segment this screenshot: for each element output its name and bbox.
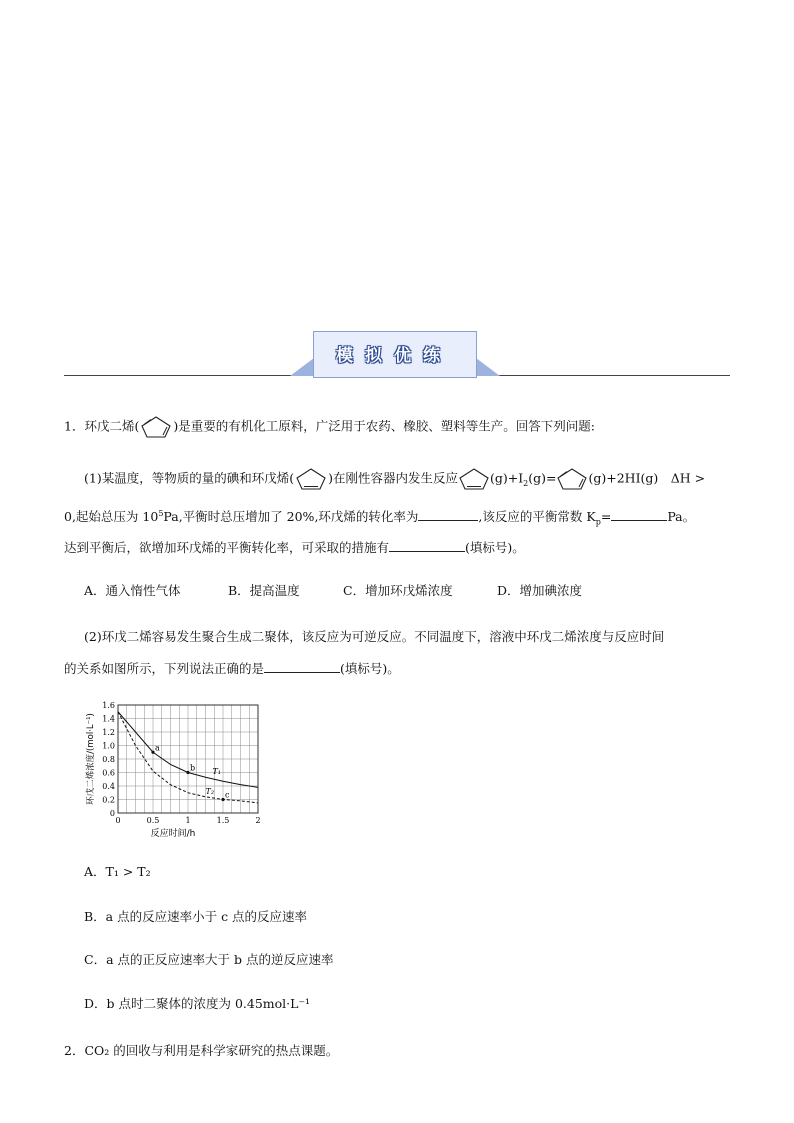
- cyclopentadiene-structure-icon: [556, 467, 588, 491]
- y-axis-label: 环戊二烯浓度/(mol·L⁻¹): [86, 713, 96, 805]
- y-tick-label: 0.6: [102, 768, 115, 778]
- x-axis-label: 反应时间/h: [150, 829, 196, 838]
- y-tick-label: 1.6: [102, 701, 115, 710]
- answer-blank-conversion[interactable]: [418, 508, 478, 521]
- series-label-t2: T₂: [205, 786, 215, 796]
- part-1-line-3: 达到平衡后，欲增加环戊烯的平衡转化率，可采取的措施有 (填标号)。: [64, 540, 525, 555]
- series-label-t1: T₁: [212, 766, 222, 776]
- part-1-line-2: 0,起始总压为 $10^5Pa$,平衡时总压增加了 20%,环戊烯的转化率为 ,该反应的平衡常数 $K_p= Pa$。: [64, 508, 696, 527]
- question-number: 1．: [64, 418, 85, 434]
- answer-blank-measures[interactable]: [389, 539, 465, 552]
- option-2c[interactable]: C．a 点的正反应速率大于 b 点的逆反应速率: [84, 952, 334, 967]
- option-2a[interactable]: A．T₁ > T₂: [84, 864, 151, 879]
- cyclopentene-structure-icon: [458, 467, 490, 491]
- part-2-line-1: (2)环戊二烯容易发生聚合生成二聚体，该反应为可逆反应。不同温度下，溶液中环戊二烯浓度与反应时间: [84, 629, 665, 644]
- x-tick-label: 2: [255, 816, 261, 825]
- y-tick-label: 1.2: [102, 728, 115, 737]
- part-1-line-1: (1)某温度，等物质的量的碘和环戊烯( )在刚性容器内发生反应 $(g)+I_2(g)= (g)+2HI(g)$ ΔH >: [84, 467, 705, 491]
- y-tick-label: 0: [109, 809, 115, 818]
- cyclopentadiene-structure-icon: [139, 415, 173, 439]
- option-1b[interactable]: B．提高温度: [228, 583, 300, 598]
- y-tick-label: 0.2: [102, 795, 115, 805]
- y-tick-label: 1.0: [102, 741, 115, 751]
- question-1-intro: 1．环戊二烯( )是重要的有机化工原料，广泛用于农药、橡胶、塑料等生产。回答下列问题:: [64, 415, 595, 439]
- answer-blank-correct[interactable]: [264, 660, 340, 673]
- y-tick-label: 0.8: [102, 755, 115, 764]
- x-tick-label: 0: [115, 816, 121, 825]
- x-tick-label: 1: [185, 816, 191, 825]
- answer-blank-kp[interactable]: [611, 508, 667, 521]
- x-tick-label: 1.5: [216, 816, 230, 825]
- section-title: 模拟优练: [336, 346, 452, 366]
- concentration-time-chart: [80, 698, 270, 838]
- option-2d[interactable]: D．b 点时二聚体的浓度为 0.45mol·L⁻¹: [84, 996, 311, 1011]
- question-2-text: 2．CO₂ 的回收与利用是科学家研究的热点课题。: [64, 1043, 339, 1058]
- y-tick-label: 0.4: [102, 782, 115, 791]
- option-1c[interactable]: C．增加环戊烯浓度: [343, 583, 453, 598]
- data-point-label-a: a: [155, 743, 160, 753]
- option-1a[interactable]: A．通入惰性气体: [84, 583, 181, 598]
- data-point-label-b: b: [190, 763, 196, 773]
- option-1d[interactable]: D．增加碘浓度: [497, 583, 583, 598]
- x-tick-label: 0.5: [146, 816, 160, 825]
- data-point-label-c: c: [225, 790, 230, 800]
- part-2-line-2: 的关系如图所示，下列说法正确的是 (填标号)。: [64, 661, 400, 676]
- cyclopentene-structure-icon: [294, 467, 328, 491]
- option-2b[interactable]: B．a 点的反应速率小于 c 点的反应速率: [84, 909, 308, 924]
- y-tick-label: 1.4: [102, 714, 115, 724]
